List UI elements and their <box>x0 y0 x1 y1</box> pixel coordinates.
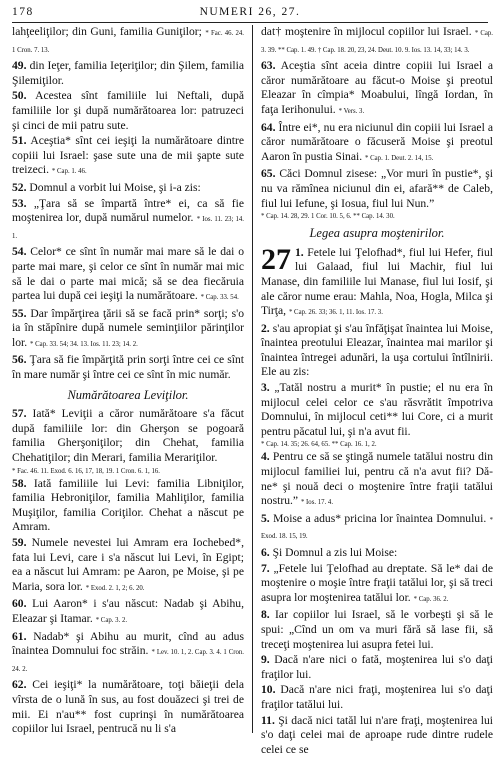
verse-number: 5. <box>261 511 270 525</box>
right-column <box>261 25 493 758</box>
verse-number: 61. <box>12 629 27 643</box>
verse-number: 8. <box>261 608 270 622</box>
verse-text: Numele nevestei lui Amram era Iochebed*, fata lui Levi, care i s'a născut lui Levi, în Egipt; ea a născut lui Amram: pe Aaron, pe Moise, şi pe Maria, sora lor. <box>12 536 244 593</box>
page-number: 178 <box>12 6 34 18</box>
verse <box>12 597 244 628</box>
verse-text: Domnul a vorbit lui Moise, şi i-a zis: <box>29 180 201 194</box>
verse-text: s'au apropiat şi s'au înfăţişat înaintea lui Moise, înaintea preotului Eleazar, înaintea mai marilor şi înaintea întregei adunări, la uşa cortului întîlnirii. Ele au zis: <box>261 321 493 379</box>
cross-reference: * Ios. 17. 4. <box>300 499 334 507</box>
verse <box>261 25 493 58</box>
verse-text: „Ţara să se împartă între* ei, ca să fie moştenirea lor, după numărul numelor. <box>12 196 244 225</box>
verse-text: lahţeeliţilor; din Guni, familia Guniţilor; <box>12 25 202 38</box>
verse-number: 3. <box>261 381 270 395</box>
cross-reference-line: * Cap. 14. 28, 29. 1 Cor. 10. 5, 6. ** Cap. 14. 30. <box>261 213 395 221</box>
verse-text: Şi dacă nici tatăl lui n'are fraţi, moştenirea lui s'o daţi celei mai de aproape rude dintre rudele celei ce se <box>261 713 493 756</box>
verse-text: „Fetele lui Ţelofhad au dreptate. Să le* dai de moştenire o moşie între fraţii tatălui lor, şi să treci asupra lor moştenirea tatălui lor. <box>261 561 493 604</box>
cross-reference: * Exod. 2. 1, 2; 6. 20. <box>85 584 145 592</box>
verse <box>12 25 244 58</box>
verse <box>261 683 493 712</box>
verse-number: 51. <box>12 134 27 148</box>
running-title: NUMERI 26, 27. <box>199 6 301 18</box>
verse-number: 11. <box>261 713 275 727</box>
verse <box>12 678 244 736</box>
verse-text: Moise a adus* pricina lor înaintea Domnului. <box>273 511 487 525</box>
verse <box>261 450 493 510</box>
verse <box>12 407 244 465</box>
verse-number: 4. <box>261 450 270 464</box>
verse <box>261 546 493 561</box>
cross-reference: * Lev. 10. 1, 2. Cap. 3. 4. 1 Cron. 24. 2. <box>12 649 244 673</box>
verse-number: 59. <box>12 536 27 549</box>
verse-number: 2. <box>261 321 270 335</box>
column-divider <box>252 25 253 733</box>
verse-number: 53. <box>12 196 27 210</box>
cross-reference: * Cap. 33. 54; 34. 13. Ios. 11. 23; 14. 2. <box>30 340 138 348</box>
running-header <box>12 6 488 20</box>
verse <box>261 653 493 682</box>
verse-number: 62. <box>12 678 27 692</box>
section-heading: Legea asupra moştenirilor. <box>309 226 445 241</box>
left-column <box>12 25 244 738</box>
verse-text: Lui Aaron* i s'au născut: Nadab şi Abihu, Eleazar şi Itamar. <box>12 597 244 625</box>
verse <box>261 121 493 167</box>
verse <box>261 608 493 652</box>
cross-reference: * Cap. 3. 2. <box>95 616 128 624</box>
section-heading: Numărătoarea Leviţilor. <box>67 387 189 402</box>
cross-reference: * Exod. 18. 15, 19. <box>261 516 494 541</box>
header-rule <box>12 22 488 23</box>
verse-number: 57. <box>12 407 27 421</box>
cross-reference: * Cap. 3. 39. ** Cap. 1. 49. † Cap. 18. 20, 23, 24. Deut. 10. 9. Ios. 13. 14, 33; 14. 3. <box>261 30 493 54</box>
verse-text: Pentru ce să se ştingă numele tatălui nostru din mijlocul familiei lui, pentru că n'a avut fii? Dă-ne* şi nouă deci o moştenire între fraţii tatălui nostru.” <box>261 450 493 508</box>
verse-number: 55. <box>12 306 27 320</box>
cross-reference-line: * Fac. 46. 11. Exod. 6. 16, 17, 18, 19. 1 Cron. 6. 1, 16. <box>12 467 160 475</box>
verse-number: 52. <box>12 180 27 194</box>
verse-number: 9. <box>261 653 270 667</box>
verse <box>261 714 493 758</box>
verse-number: 56. <box>12 353 27 367</box>
cross-reference: * Cap. 1. Deut. 2. 14, 15. <box>365 154 434 162</box>
cross-reference: * Cap. 36. 2. <box>413 595 449 603</box>
verse-text: Căci Domnul zisese: „Vor muri în pustie*, şi nu va rămînea niciunul din ei, afară** de Caleb, fiul lui Iefune, şi Iosua, fiul lui Nun.” <box>261 167 493 210</box>
verse-number: 54. <box>12 245 27 259</box>
verse-text: Iată familiile lui Levi: familia Libniţilor, familia Hebroniţilor, familia Mahliţilor, familia Muşiţilor, familia Coriţilor. Chehat a născut pe Amram. <box>12 476 244 534</box>
verse <box>261 562 493 608</box>
verse-text: Nadab* şi Abihu au murit, cînd au adus înaintea Domnului foc străin. <box>12 629 244 658</box>
cross-reference-line: * Cap. 14. 35; 26. 64, 65. ** Cap. 16. 1, 2. <box>261 441 377 449</box>
verse-number: 64. <box>261 120 276 134</box>
verse <box>261 59 493 119</box>
verse <box>12 307 244 353</box>
verse-text: Aceştia* sînt cei ieşiţi la numărătoare dintre copiii lui Israel: şase sute una de mii şapte sute treizeci. <box>12 134 244 177</box>
verse-text: Iată* Leviţii a căror numărătoare s'a făcut după familiile lor: din Gherşon se pogoară familia Gherşoniţilor; din Chehat, familia Chehatiţilor; din Merari, familia Merariţilor. <box>12 407 244 465</box>
verse-number: 6. <box>261 546 270 559</box>
verse-text: Fetele lui Ţelofhad*, fiul lui Hefer, fiul lui Galaad, fiul lui Machir, fiul lui Manase, din familiile lui Manase, fiul lui Iosif, şi ale căror nume erau: Mahla, Noa, Hogla, Milca şi Tirţa, <box>261 245 493 318</box>
verse-number: 58. <box>12 476 27 490</box>
verse <box>261 242 493 321</box>
verse-number: 63. <box>261 59 276 73</box>
verse-text: Aceştia sînt aceia dintre copiii lui Israel a căror numărătoare au făcut-o Moise şi preotul Eleazar în cîmpia* Moabului, lîngă Iordan, în faţa Ierihonului. <box>261 59 493 116</box>
verse <box>261 512 493 545</box>
verse <box>261 322 493 380</box>
verse-number: 49. <box>12 59 27 73</box>
verse-text: Dacă n'are nici o fată, moştenirea lui s'o daţi fraţilor lui. <box>261 653 493 681</box>
verse <box>12 197 244 245</box>
cross-reference: * Vers. 3. <box>338 107 365 115</box>
verse <box>12 134 244 180</box>
verse-text: Între ei*, nu era niciunul din copiii lui Israel a căror numărătoare o făcuseră Moise şi preotul Aaron în pustia Sinai. <box>261 120 493 163</box>
verse-text: „Tatăl nostru a murit* în pustie; el nu era în mijlocul celei celor ce s'au răsvrătit împotriva Domnului, în mijlocul ceti** lui Core, ci a murit pentru păcatul lui, şi n'a avut fii. <box>261 381 493 438</box>
verse-text: Dar împărţirea ţării să se facă prin* sorţi; s'o ia în stăpînire după numele seminţiilor părinţilor lor. <box>12 306 244 349</box>
verse-text: Iar copiilor lui Israel, să le vorbeşti şi să le spui: „Cînd un om va muri fără să lase fii, să treceţi moştenirea lui asupra fetei lui. <box>261 608 493 651</box>
verse <box>12 59 244 88</box>
verse-text: din Ieţer, familia Ieţeriţilor; din Şilem, familia Şilemiţilor. <box>12 59 244 87</box>
verse-number: 7. <box>261 561 270 575</box>
cross-reference: * Fac. 46. 24. 1 Cron. 7. 13. <box>12 30 244 54</box>
cross-reference: * Cap. 1. 46. <box>51 168 87 176</box>
verse-number: 50. <box>12 89 27 103</box>
verse <box>12 89 244 133</box>
verse <box>12 245 244 305</box>
verse-number: 65. <box>261 167 276 181</box>
cross-reference: * Cap. 33. 54. <box>200 294 239 302</box>
verse-text: Acestea sînt familiile lui Neftali, după familiile lor şi după numărătoarea lor: patruzeci şi cinci de mii patru sute. <box>12 89 244 132</box>
verse-text: dat† moştenire în mijlocul copiilor lui Israel. <box>261 25 472 38</box>
verse-text: Cei ieşiţi* la numărătoare, toţi băieţii dela vîrsta de o lună în sus, au fost douăzeci şi trei de mii. Ei n'au** fost cuprinşi în numărătoarea copiilor lui Israel, pentrucă nu li s'a <box>12 678 244 736</box>
verse-text: Dacă n'are nici fraţi, moştenirea lui s'o daţi fraţilor tatălui lui. <box>261 683 493 711</box>
verse <box>261 167 493 211</box>
verse <box>12 630 244 678</box>
verse-text: Ţara să fie împărţită prin sorţi între cei ce sînt în mare număr şi între cei ce sînt în mic număr. <box>12 353 244 382</box>
verse-text: Şi Domnul a zis lui Moise: <box>272 546 398 559</box>
verse-number: 60. <box>12 597 27 611</box>
verse-text: Celor* ce sînt în număr mai mare să le dai o parte mai mare, şi celor ce sînt în număr mai mic să le dai o parte mai mică; să se dea fiecăruia partea lui după cei ieşiţi la numărătoare. <box>12 245 244 303</box>
verse-number: 1. <box>295 245 304 259</box>
cross-reference: * Cap. 26. 33; 36. 1, 11. Ios. 17. 3. <box>288 309 383 317</box>
verse-number: 10. <box>261 683 276 697</box>
verse <box>261 381 493 439</box>
verse <box>12 536 244 596</box>
chapter-number: 27 <box>261 242 291 276</box>
verse <box>12 353 244 382</box>
cross-reference: * Ios. 11. 23; 14. 1. <box>12 216 244 240</box>
verse <box>12 477 244 535</box>
verse <box>12 181 244 196</box>
